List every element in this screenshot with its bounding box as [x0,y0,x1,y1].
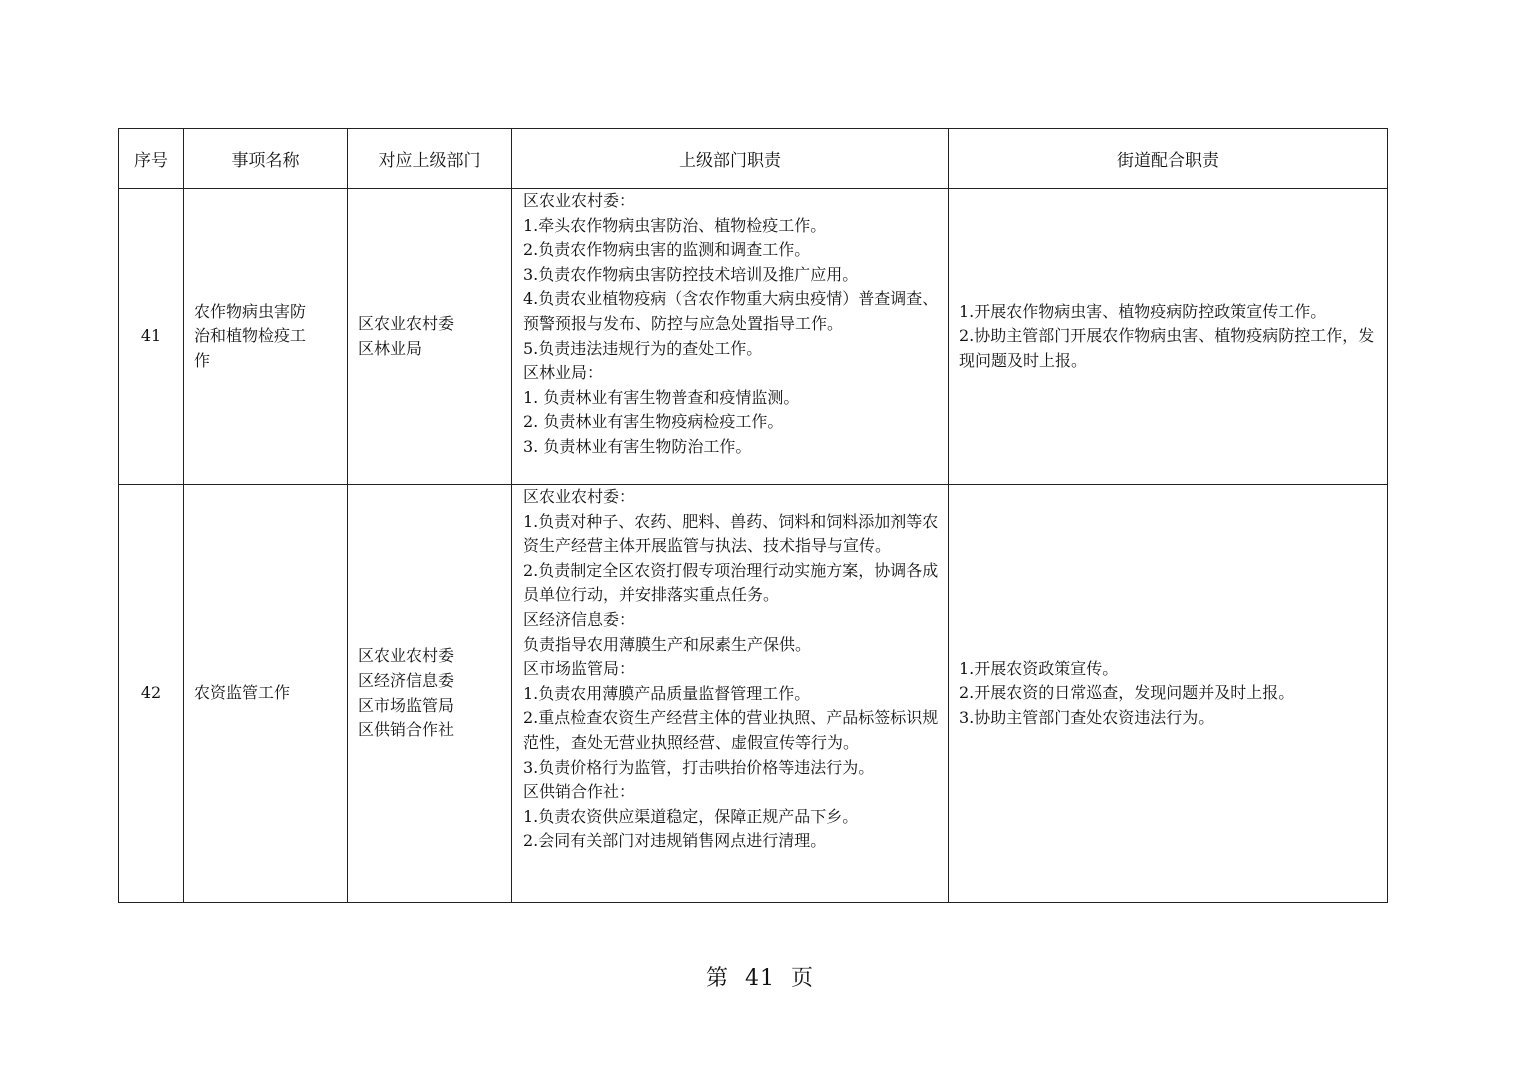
duty-line: 2.会同有关部门对违规销售网点进行清理。 [523,831,827,851]
item-name-cell [184,189,348,485]
duty-line: 区市场监管局： [523,659,636,679]
duty-line: 2. 负责林业有害生物疫病检疫工作。 [523,412,784,432]
department-duty-cell [512,189,949,485]
duty-line: 1. 负责林业有害生物普查和疫情监测。 [523,387,800,407]
item-name-cell [184,485,348,903]
duty-line: 2.负责制定全区农资打假专项治理行动实施方案，协调各成员单位行动，并安排落实重点任务。 [523,560,939,605]
duty-line: 负责指导农用薄膜生产和尿素生产保供。 [523,634,812,654]
duty-line: 1.负责农用薄膜产品质量监督管理工作。 [523,683,811,703]
street-duty-line: 3.协助主管部门查处农资违法行为。 [959,707,1215,727]
department-line: 区经济信息委 [358,670,455,690]
department-line: 区农业农村委 [358,646,455,666]
duty-line: 区经济信息委： [523,609,636,629]
table-header-row [119,129,1388,189]
department-line: 区农业农村委 [358,313,455,333]
duty-line: 区农业农村委： [523,487,636,506]
duty-line: 3. 负责林业有害生物防治工作。 [523,436,752,456]
department-cell [348,189,512,485]
page-number-prefix: 第 [705,966,729,991]
duty-line: 1.负责对种子、农药、肥料、兽药、饲料和饲料添加剂等农资生产经营主体开展监管与执法、技术指导与宣传。 [523,511,939,556]
duty-line: 2.重点检查农资生产经营主体的营业执照、产品标签标识规范性，查处无营业执照经营、虚假宣传等行为。 [523,708,939,752]
item-name-line: 作 [194,350,211,370]
department-duty-cell [512,485,949,903]
item-name-line: 治和植物检疫工 [194,326,307,346]
department-line: 区供销合作社 [358,720,455,740]
header-number: 序号 [119,129,184,189]
duty-line: 5.负责违法违规行为的查处工作。 [523,338,763,358]
table-row [119,485,1388,903]
page-footer [0,961,1520,992]
item-name-line: 农作物病虫害防 [194,301,307,321]
street-duty-cell [949,189,1388,485]
page-number-suffix: 页 [791,966,815,991]
department-line: 区市场监管局 [358,695,455,715]
department-cell [348,485,512,903]
item-name-line: 农资监管工作 [194,683,291,703]
header-street-duty: 街道配合职责 [949,129,1388,189]
street-duty-line: 1.开展农资政策宣传。 [959,658,1119,678]
duty-line: 1.牵头农作物病虫害防治、植物检疫工作。 [523,215,827,235]
duty-line: 区农业农村委： [523,191,636,210]
duty-line: 2.负责农作物病虫害的监测和调查工作。 [523,240,811,260]
street-duty-cell [949,485,1388,903]
duty-table [118,128,1388,903]
street-duty-line: 2.开展农资的日常巡查，发现问题并及时上报。 [959,683,1295,703]
duty-line: 1.负责农资供应渠道稳定，保障正规产品下乡。 [523,806,859,826]
duty-line: 3.负责价格行为监管，打击哄抬价格等违法行为。 [523,757,875,777]
duty-line: 区林业局： [523,363,604,383]
street-duty-line: 1.开展农作物病虫害、植物疫病防控政策宣传工作。 [959,301,1327,321]
duty-line: 4.负责农业植物疫病（含农作物重大病虫疫情）普查调查、预警预报与发布、防控与应急处置指导工作。 [523,289,939,333]
street-duty-line: 2.协助主管部门开展农作物病虫害、植物疫病防控工作，发现问题及时上报。 [959,326,1375,370]
row-number: 41 [119,189,184,485]
header-item-name: 事项名称 [184,129,348,189]
header-department: 对应上级部门 [348,129,512,189]
table-row [119,189,1388,485]
duty-line: 3.负责农作物病虫害防控技术培训及推广应用。 [523,264,859,284]
row-number: 42 [119,485,184,903]
duty-line: 区供销合作社： [523,782,636,802]
header-department-duty: 上级部门职责 [512,129,949,189]
department-line: 区林业局 [358,338,423,358]
page-number: 41 [745,966,775,991]
